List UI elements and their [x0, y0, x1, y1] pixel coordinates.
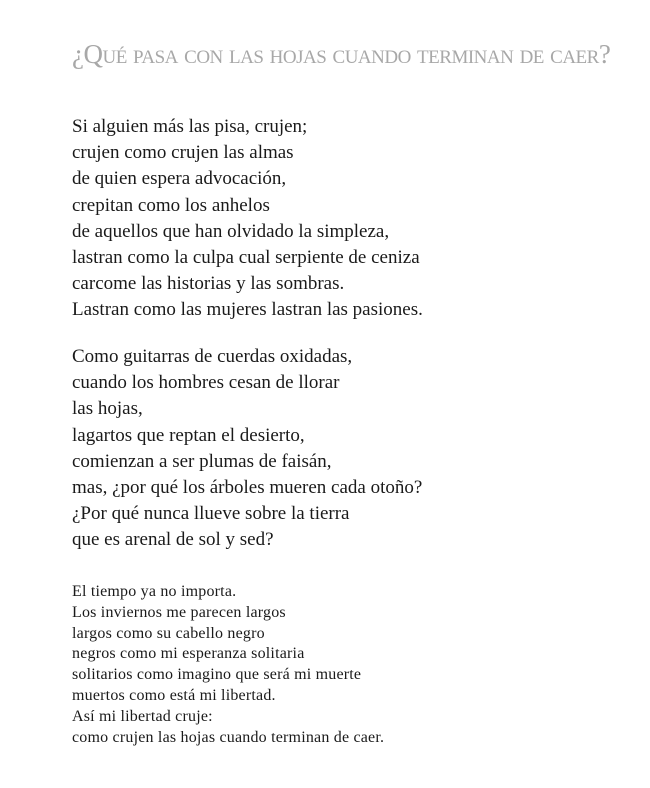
verse-line: las hojas, — [72, 398, 143, 420]
verse-line: lastran como la culpa cual serpiente de ceniza — [72, 247, 420, 269]
verse-line: mas, ¿por qué los árboles mueren cada otoño? — [72, 477, 423, 499]
verse-line: crujen como crujen las almas — [72, 142, 294, 164]
verse-line: comienzan a ser plumas de faisán, — [72, 450, 332, 472]
verse-line: que es arenal de sol y sed? — [72, 529, 274, 551]
verse-line: de quien espera advocación, — [72, 168, 287, 190]
verse-line: lagartos que reptan el desierto, — [72, 424, 305, 446]
verse-line: cuando los hombres cesan de llorar — [72, 372, 340, 394]
verse-line: carcome las historias y las sombras. — [72, 273, 345, 295]
verse-line: Si alguien más las pisa, crujen; — [72, 116, 308, 137]
verse-line: crepitan como los anhelos — [72, 194, 270, 216]
verse-line: de aquellos que han olvidado la simpleza, — [72, 220, 390, 242]
verse-line: ¿Por qué nunca llueve sobre la tierra — [72, 503, 350, 525]
verse-line: El tiempo ya no importa. — [72, 583, 237, 600]
stanza-3 — [72, 582, 632, 748]
verse-line: largos como su cabello negro — [72, 624, 265, 642]
poem-title: ¿Qué pasa con las hojas cuando terminan de caer? — [72, 39, 611, 69]
verse-line: Así mi libertad cruje: — [72, 707, 213, 725]
stanza-2 — [72, 344, 632, 554]
verse-line: negros como mi esperanza solitaria — [72, 645, 305, 663]
verse-line: muertos como está mi libertad. — [72, 686, 276, 704]
stanza-1 — [72, 114, 632, 324]
verse-line: solitarios como imagino que será mi muerte — [72, 666, 362, 684]
verse-line: como crujen las hojas cuando terminan de caer. — [72, 728, 385, 746]
verse-line: Los inviernos me parecen largos — [72, 603, 286, 621]
verse-line: Lastran como las mujeres lastran las pasiones. — [72, 299, 423, 321]
verse-line: Como guitarras de cuerdas oxidadas, — [72, 346, 353, 367]
